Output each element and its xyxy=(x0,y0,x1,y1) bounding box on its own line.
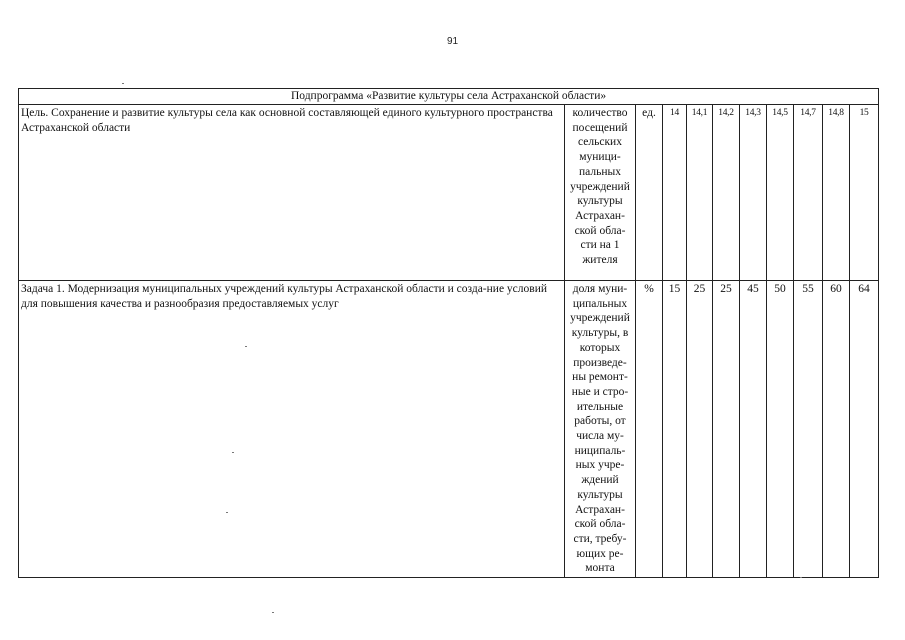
value-cell: 25 xyxy=(687,281,713,578)
value-cell: 15 xyxy=(663,281,687,578)
value-cell: 14 xyxy=(663,105,687,281)
indicator-cell: количество посещений сельских муници-пальных учреждений культуры Астрахан-ской обла-сти на 1 жителя xyxy=(565,105,636,281)
value-cell: 25 xyxy=(713,281,740,578)
table-title: Подпрограмма «Развитие культуры села Астраханской области» xyxy=(19,89,879,105)
value-cell: 14,1 xyxy=(687,105,713,281)
scan-speck xyxy=(226,512,228,513)
scan-speck xyxy=(122,83,124,84)
value-cell: 14,5 xyxy=(767,105,794,281)
scan-speck xyxy=(272,612,274,613)
value-cell: 45 xyxy=(740,281,767,578)
value-cell: 50 xyxy=(767,281,794,578)
value-cell: 14,8 xyxy=(823,105,850,281)
table-row xyxy=(19,281,879,578)
table-title-row xyxy=(19,89,879,105)
table-row xyxy=(19,105,879,281)
unit-cell: ед. xyxy=(636,105,663,281)
scan-speck xyxy=(800,577,802,578)
unit-cell: % xyxy=(636,281,663,578)
value-cell: 60 xyxy=(823,281,850,578)
value-cell: 64 xyxy=(850,281,879,578)
scan-speck xyxy=(245,346,247,347)
scan-speck xyxy=(232,452,234,453)
value-cell: 14,3 xyxy=(740,105,767,281)
value-cell: 14,7 xyxy=(794,105,823,281)
value-cell: 14,2 xyxy=(713,105,740,281)
page-number: 91 xyxy=(446,36,459,47)
goal-description: Цель. Сохранение и развитие культуры села как основной составляющей единого культурного пространства Астраханской области xyxy=(19,105,565,281)
value-cell: 55 xyxy=(794,281,823,578)
value-cell: 15 xyxy=(850,105,879,281)
indicator-cell: доля муни-ципальных учреждений культуры, в которых произведе-ны ремонт-ные и стро-ительные работы, от числа му-ниципаль-ных учре-ждений культуры Астрахан-ской обла-сти, требу-ющих ре-монта xyxy=(565,281,636,578)
indicators-table xyxy=(18,88,879,578)
task-description: Задача 1. Модернизация муниципальных учреждений культуры Астраханской области и созда-ние условий для повышения качества и разнообразия предоставляемых услуг xyxy=(19,281,565,578)
